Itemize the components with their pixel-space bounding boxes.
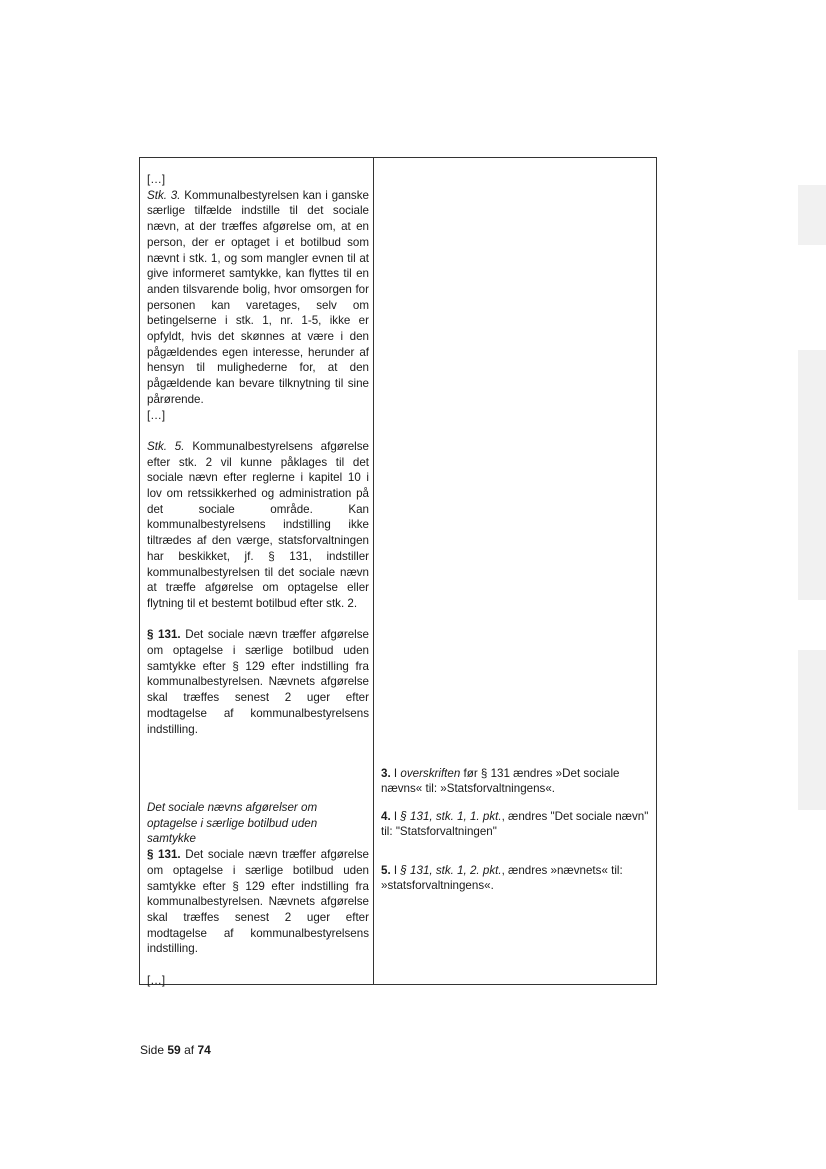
page-footer xyxy=(140,1043,211,1057)
stk5-text: Kommunalbestyrelsens afgørelse efter stk. 2 vil kunne påklages til det sociale nævn efter reglerne i kapitel 10 i lov om retssikkerhed og administration på det sociale område. Kan kommunalbestyrelsens indstilling ikke tiltrædes af den værge, statsforvaltningen har beskikket, jf. § 131, indstiller kommunalbestyrelsen til det sociale nævn at træffe afgørelse om optagelse eller flytning til et bestemt botilbud efter stk. 2. xyxy=(147,439,369,610)
footer-prefix: Side xyxy=(140,1043,165,1057)
current-law-column xyxy=(147,172,369,988)
comparison-table xyxy=(139,157,657,985)
scan-edge-artifact xyxy=(798,650,826,810)
section-131-label: § 131. xyxy=(147,628,181,642)
ellipsis: […] xyxy=(147,173,166,186)
stk5-label: Stk. 5. xyxy=(147,439,185,453)
total-pages: 74 xyxy=(197,1043,211,1057)
ellipsis: […] xyxy=(147,408,166,422)
scan-edge-artifact xyxy=(798,185,826,245)
stk3-paragraph xyxy=(147,188,369,408)
section-131-text: Det sociale nævn træffer afgørelse om optagelse i særlige botilbud uden samtykke efter § 129 efter indstilling fra kommunalbestyrelsen. Nævnets afgørelse skal træffes senest 2 uger efter modtagelse af kommunalbestyrelsens indstilling. xyxy=(147,628,369,736)
amendment-item-5: 5. I § 131, stk. 1, 2. pkt., ændres »nævnets« til: »statsforvaltningens«. xyxy=(381,864,623,892)
current-page: 59 xyxy=(167,1043,181,1057)
scan-edge-artifact xyxy=(798,350,826,600)
section-131-repeat-label: § 131. xyxy=(147,848,181,862)
stk5-paragraph xyxy=(147,439,369,612)
section-heading: Det sociale nævns afgørelser om optagelse i særlige botilbud uden samtykke xyxy=(147,801,318,846)
section-131-repeat-text: Det sociale nævn træffer afgørelse om optagelse i særlige botilbud uden samtykke efter § 129 efter indstilling fra kommunalbestyrelsen. Nævnets afgørelse skal træffes senest 2 uger efter modtagelse af kommunalbestyrelsens indstilling. xyxy=(147,848,369,956)
section-131-paragraph xyxy=(147,627,369,737)
stk3-text: Kommunalbestyrelsen kan i ganske særlige tilfælde indstille til det sociale nævn, at der træffes afgørelse om, at en person, der er optaget i et botilbud som nævnt i stk. 1, og som mangler evnen til at give informeret samtykke, kan flyttes til en anden tilsvarende bolig, hvor omsorgen for personen kan varetages, selv om betingelserne i stk. 1, nr. 1-5, ikke er opfyldt, hvis det skønnes at være i den pågældendes egen interesse, herunder af hensyn til mulighederne for, at den pågældende kan bevare tilknytning til sine pårørende. xyxy=(147,188,369,406)
section-131-repeat-paragraph xyxy=(147,847,369,957)
footer-of: af xyxy=(184,1043,195,1057)
stk3-label: Stk. 3. xyxy=(147,188,181,202)
amendment-item-3: 3. I overskriften før § 131 ændres »Det sociale nævns« til: »Statsforvaltningens«. xyxy=(381,767,620,795)
column-divider xyxy=(373,158,374,984)
ellipsis: […] xyxy=(147,973,166,987)
amendment-item-4: 4. I § 131, stk. 1, 1. pkt., ændres "Det sociale nævn" til: "Statsforvaltningen" xyxy=(381,810,649,838)
